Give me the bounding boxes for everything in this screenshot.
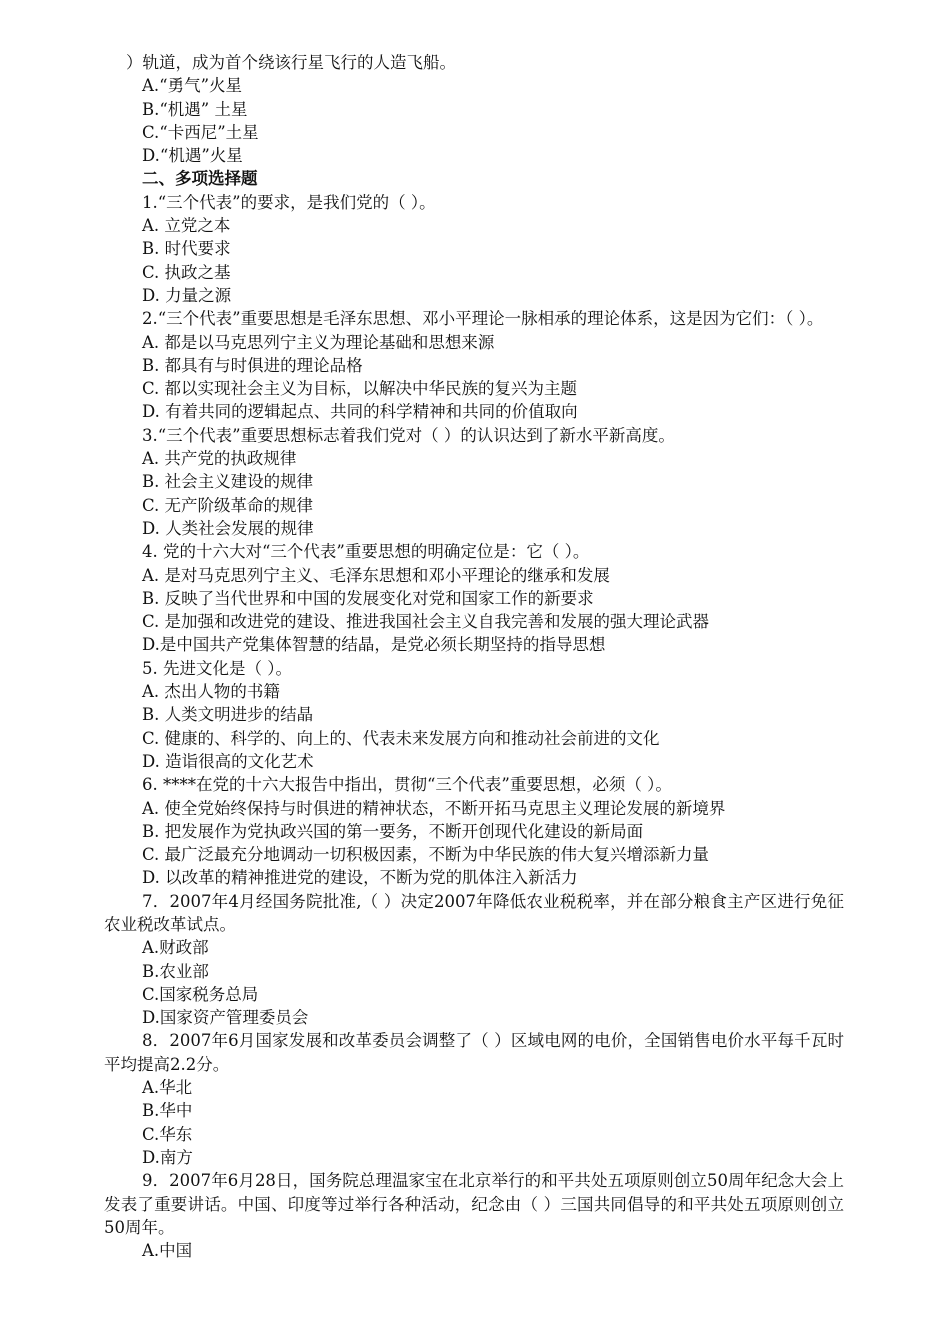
answer-option: D.“机遇”火星 [142, 146, 243, 166]
section-heading: 二、多项选择题 [142, 169, 258, 189]
answer-option: B. 把发展作为党执政兴国的第一要务，不断开创现代化建设的新局面 [142, 821, 644, 841]
answer-option: C.国家税务总局 [142, 984, 259, 1004]
answer-option: B.“机遇” 土星 [142, 99, 248, 119]
answer-option: D.国家资产管理委员会 [142, 1008, 309, 1028]
answer-option: D.是中国共产党集体智慧的结晶，是党必须长期坚持的指导思想 [142, 635, 606, 655]
question-stem: 4. 党的十六大对“三个代表”重要思想的明确定位是：它（ ）。 [142, 542, 590, 562]
answer-option: C.“卡西尼”土星 [142, 122, 259, 142]
answer-option: C. 无产阶级革命的规律 [142, 495, 314, 515]
answer-option: A.财政部 [142, 938, 209, 958]
answer-option: A. 使全党始终保持与时俱进的精神状态，不断开拓马克思主义理论发展的新境界 [142, 798, 726, 818]
answer-option: A. 都是以马克思列宁主义为理论基础和思想来源 [142, 332, 495, 352]
question-stem: 3.“三个代表”重要思想标志着我们党对（ ）的认识达到了新水平新高度。 [142, 425, 675, 445]
answer-option: D. 人类社会发展的规律 [142, 518, 314, 538]
answer-option: B. 社会主义建设的规律 [142, 472, 314, 492]
answer-option: B.农业部 [142, 961, 209, 981]
answer-option: D. 力量之源 [142, 285, 232, 305]
answer-option: C. 是加强和改进党的建设、推进我国社会主义自我完善和发展的强大理论武器 [142, 612, 710, 632]
answer-option: C. 健康的、科学的、向上的、代表未来发展方向和推动社会前进的文化 [142, 728, 660, 748]
answer-option: D. 有着共同的逻辑起点、共同的科学精神和共同的价值取向 [142, 402, 578, 422]
answer-option: B. 反映了当代世界和中国的发展变化对党和国家工作的新要求 [142, 588, 594, 608]
answer-option: B. 时代要求 [142, 239, 231, 259]
answer-option: D. 以改革的精神推进党的建设，不断为党的肌体注入新活力 [142, 868, 578, 888]
question-stem: 7．2007年4月经国务院批准,（ ）决定2007年降低农业税税率，并在部分粮食主产区进行免征农业税改革试点。 [104, 891, 844, 934]
answer-option: B. 都具有与时俱进的理论品格 [142, 355, 363, 375]
answer-option: A.中国 [142, 1241, 193, 1261]
answer-option: A. 立党之本 [142, 216, 231, 236]
answer-option: B.华中 [142, 1101, 193, 1121]
question-stem: 2.“三个代表”重要思想是毛泽东思想、邓小平理论一脉相承的理论体系，这是因为它们：（ ）。 [142, 309, 824, 329]
question-stem: 5. 先进文化是（ ）。 [142, 658, 292, 678]
answer-option: C. 最广泛最充分地调动一切积极因素，不断为中华民族的伟大复兴增添新力量 [142, 845, 710, 865]
answer-option: D.南方 [142, 1147, 193, 1167]
answer-option: C.华东 [142, 1124, 193, 1144]
answer-option: A. 杰出人物的书籍 [142, 682, 280, 702]
question-stem: 6. ****在党的十六大报告中指出，贯彻“三个代表”重要思想，必须（ ）。 [142, 775, 672, 795]
answer-option: A. 是对马克思列宁主义、毛泽东思想和邓小平理论的继承和发展 [142, 565, 610, 585]
text-line: ）轨道，成为首个绕该行星飞行的人造飞船。 [126, 53, 456, 72]
answer-option: C. 执政之基 [142, 262, 231, 282]
answer-option: D. 造诣很高的文化艺术 [142, 751, 314, 771]
answer-option: B. 人类文明进步的结晶 [142, 705, 314, 725]
question-stem: 1.“三个代表”的要求，是我们党的（ ）。 [142, 192, 436, 212]
answer-option: A.“勇气”火星 [142, 76, 243, 96]
answer-option: A. 共产党的执政规律 [142, 449, 297, 469]
question-stem: 9．2007年6月28日，国务院总理温家宝在北京举行的和平共处五项原则创立50周年纪念大会上发表了重要讲话。中国、印度等过举行各种活动，纪念由（ ）三国共同倡导的和平共处五项原则创立50周年。 [104, 1171, 844, 1237]
answer-option: A.华北 [142, 1078, 193, 1098]
answer-option: C. 都以实现社会主义为目标，以解决中华民族的复兴为主题 [142, 379, 578, 399]
question-stem: 8．2007年6月国家发展和改革委员会调整了（ ）区域电网的电价，全国销售电价水平每千瓦时平均提高2.2分。 [104, 1031, 844, 1074]
document-body [104, 51, 844, 1262]
